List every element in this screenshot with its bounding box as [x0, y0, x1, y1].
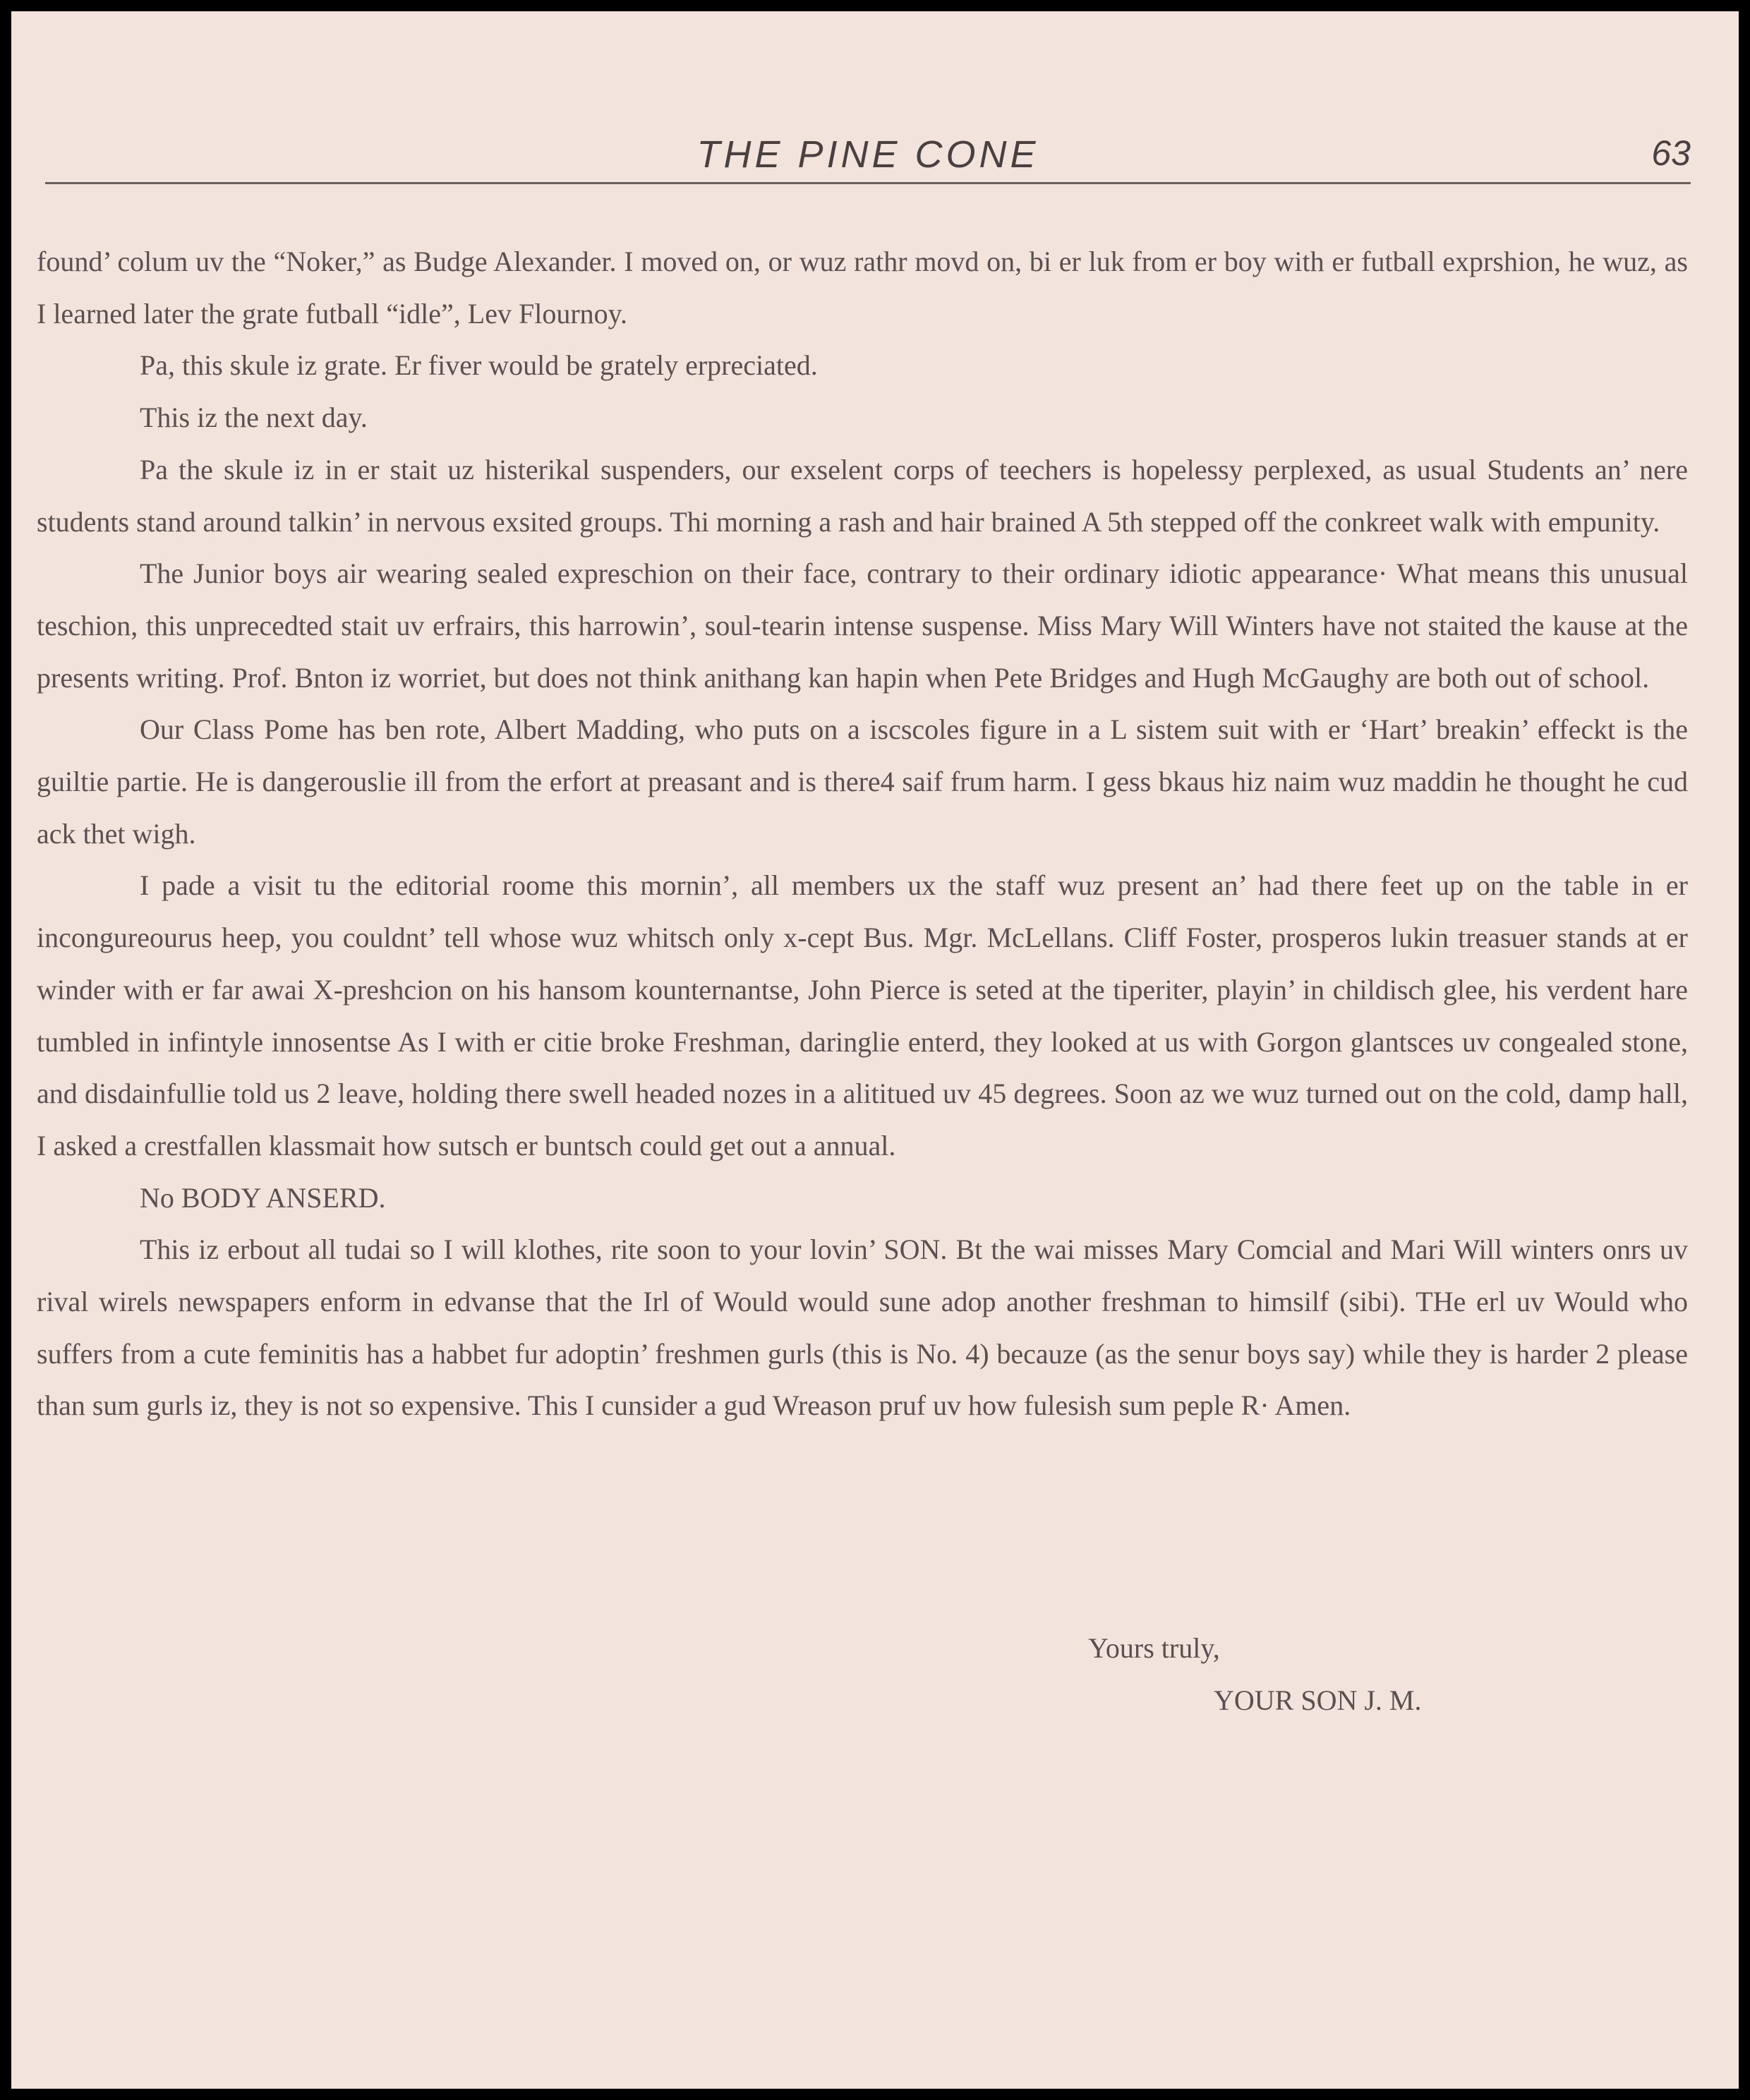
paragraph: Pa the skule iz in er stait uz histerikal suspenders, our exselent corps of teechers is hopelessy perplexed, as usual Students an’ nere students stand around talkin’ in nervous exsited groups. Thi morning a rash and hair brained A 5th stepped off the conkreet walk with empunity.: [37, 453, 1688, 538]
paragraph: I pade a visit tu the editorial roome this mornin’, all members ux the staff wuz present an’ had there feet up on the table in er incongureourus heep, you couldnt’ tell whose wuz whitsch only x-cept Bus. Mgr. McLellans. Cliff Foster, prosperos lukin treasuer stands at er winder with er far awai X-preshcion on his hansom kounternantse, John Pierce is seted at the tiperiter, playin’ in childisch glee, his verdent hare tumbled in infintyle innosentse As I with er citie broke Freshman, daringlie enterd, they looked at us with Gorgon glantsces uv congealed stone, and disdainfullie told us 2 leave, holding there swell headed nozes in a alititued uv 45 degrees. Soon az we wuz turned out on the cold, damp hall, I asked a crestfallen klassmait how sutsch er buntsch could get out a annual.: [37, 869, 1688, 1161]
article-body: [37, 236, 1688, 1432]
paragraph: Pa, this skule iz grate. Er fiver would be grately erpreciated.: [140, 349, 818, 382]
header-rule: [45, 182, 1691, 184]
paragraph: This iz erbout all tudai so I will klothes, rite soon to your lovin’ SON. Bt the wai misses Mary Comcial and Mari Will winters onrs uv rival wirels newspapers enform in edvanse that the Irl of Would would sune adop another freshman to himsilf (sibi). THe erl uv Would who suffers from a cute feminitis has a habbet fur adoptin’ freshmen gurls (this is No. 4) becauze (as the senur boys say) while they is harder 2 please than sum gurls iz, they is not so expensive. This I cunsider a gud Wreason pruf uv how fulesish sum peple R· Amen.: [37, 1233, 1688, 1422]
page-header: [45, 131, 1691, 195]
paragraph-continuation: found’ colum uv the “Noker,” as Budge Alexander. I moved on, or wuz rathr movd on, bi er luk from er boy with er futball exprshion, he wuz, as I learned later the grate futball “idle”, Lev Flournoy.: [37, 246, 1688, 330]
paragraph: Our Class Pome has ben rote, Albert Madding, who puts on a iscscoles figure in a L sistem suit with er ‘Hart’ breakin’ effeckt is the guiltie partie. He is dangerouslie ill from the erfort at preasant and is there4 saif frum harm. I gess bkaus hiz naim wuz maddin he thought he cud ack thet wigh.: [37, 713, 1688, 850]
closing-signature: YOUR SON J. M.: [1214, 1684, 1422, 1716]
closing-salutation: Yours truly,: [1088, 1632, 1220, 1664]
page-title: THE PINE CONE: [696, 133, 1039, 176]
page-number: 63: [1651, 133, 1691, 173]
paragraph: This iz the next day.: [140, 402, 368, 434]
paragraph: The Junior boys air wearing sealed expreschion on their face, contrary to their ordinary idiotic appearance· What means this unusual teschion, this unprecedted stait uv erfrairs, this harrowin’, soul-tearin intense suspense. Miss Mary Will Winters have not staited the kause at the presents writing. Prof. Bnton iz worriet, but does not think anithang kan hapin when Pete Bridges and Hugh McGaughy are both out of school.: [37, 557, 1688, 694]
page: [11, 11, 1739, 2089]
paragraph: No BODY ANSERD.: [140, 1181, 386, 1214]
